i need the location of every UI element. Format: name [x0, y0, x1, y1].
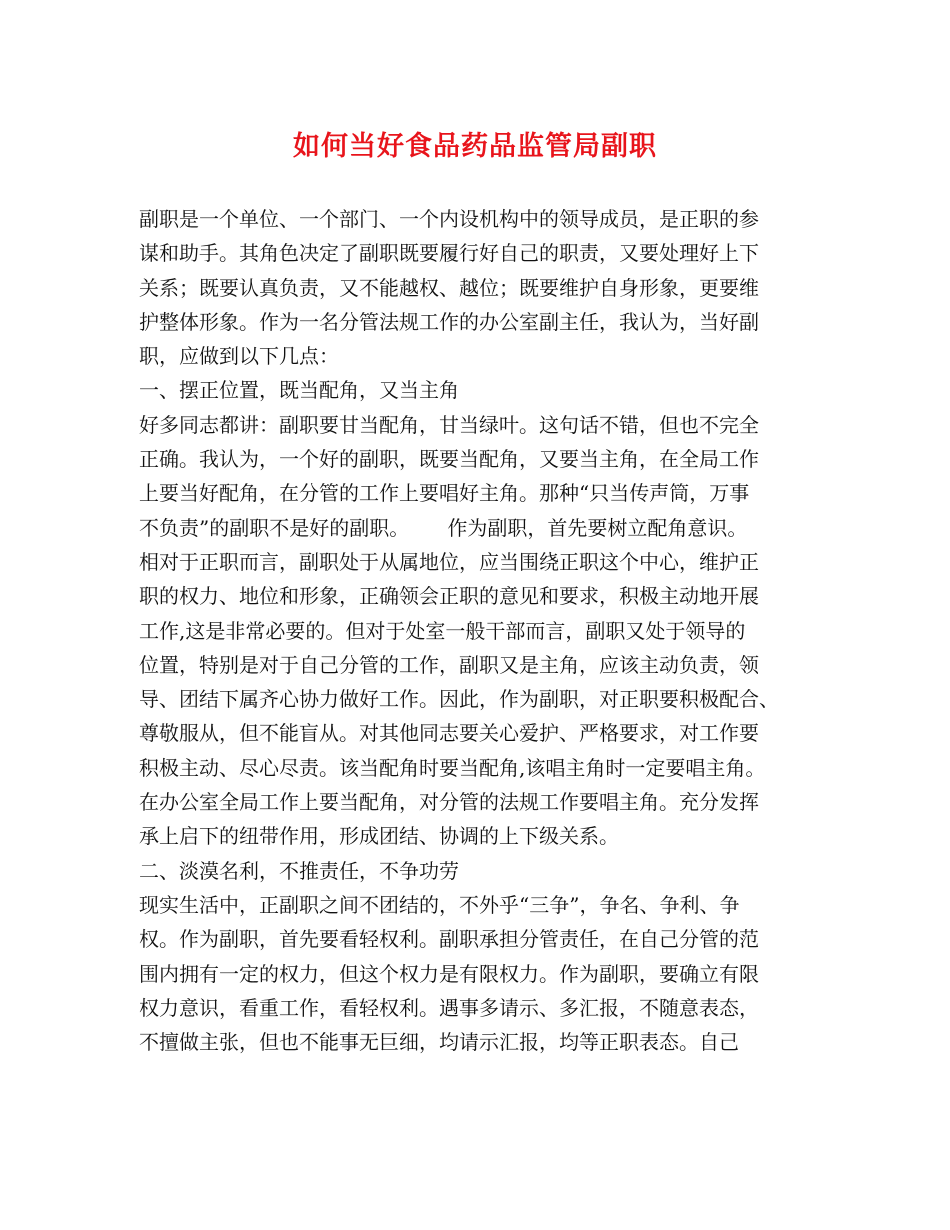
section-heading-2: 二、淡漠名利，不推责任，不争功劳 [139, 858, 459, 883]
text-line: 关系；既要认真负责，又不能越权、越位；既要维护自身形象，更要维 [139, 275, 759, 300]
text-line: 好多同志都讲：副职要甘当配角，甘当绿叶。这句话不错，但也不完全 [139, 412, 759, 437]
text-line: 积极主动、尽心尽责。该当配角时要当配角,该唱主角时一定要唱主角。 [139, 755, 766, 780]
text-line: 职的权力、地位和形象，正确领会正职的意见和要求，积极主动地开展 [139, 584, 759, 609]
text-line: 承上启下的纽带作用，形成团结、协调的上下级关系。 [139, 824, 619, 849]
text-line: 工作,这是非常必要的。但对于处室一般干部而言，副职又处于领导的 [139, 618, 746, 643]
text-line: 副职是一个单位、一个部门、一个内设机构中的领导成员，是正职的参 [139, 207, 759, 231]
text-line: 职，应做到以下几点： [139, 344, 339, 369]
text-line: 权力意识，看重工作，看轻权利。遇事多请示、多汇报，不随意表态， [139, 995, 759, 1020]
text-line: 在办公室全局工作上要当配角，对分管的法规工作要唱主角。充分发挥 [139, 790, 759, 815]
text-line: 导、团结下属齐心协力做好工作。因此，作为副职，对正职要积极配合、 [139, 687, 779, 712]
text-line: 谋和助手。其角色决定了副职既要履行好自己的职责，又要处理好上下 [139, 241, 759, 266]
section-heading-1: 一、摆正位置，既当配角，又当主角 [139, 378, 459, 403]
text-line: 现实生活中，正副职之间不团结的，不外乎“三争”，争名、争利、争 [139, 892, 740, 917]
text-line: 围内拥有一定的权力，但这个权力是有限权力。作为副职，要确立有限 [139, 961, 759, 986]
text-line: 正确。我认为，一个好的副职，既要当配角，又要当主角，在全局工作 [139, 447, 759, 472]
text-line: 权。作为副职，首先要看轻权利。副职承担分管责任，在自己分管的范 [139, 927, 759, 952]
body-text [139, 202, 829, 1059]
text-line: 上要当好配角，在分管的工作上要唱好主角。那种“只当传声筒，万事 [139, 481, 750, 506]
text-line: 位置，特别是对于自己分管的工作，副职又是主角，应该主动负责，领 [139, 652, 759, 677]
text-line: 护整体形象。作为一名分管法规工作的办公室副主任，我认为，当好副 [139, 309, 759, 334]
text-line: 不负责”的副职不是好的副职。 作为副职，首先要树立配角意识。 [139, 515, 748, 540]
text-line: 不擅做主张，但也不能事无巨细，均请示汇报，均等正职表态。自己 [139, 1030, 739, 1055]
page-title: 如何当好食品药品监管局副职 [293, 131, 657, 162]
text-line: 尊敬服从，但不能盲从。对其他同志要关心爱护、严格要求，对工作要 [139, 721, 759, 746]
text-line: 相对于正职而言，副职处于从属地位，应当围绕正职这个中心，维护正 [139, 549, 759, 574]
